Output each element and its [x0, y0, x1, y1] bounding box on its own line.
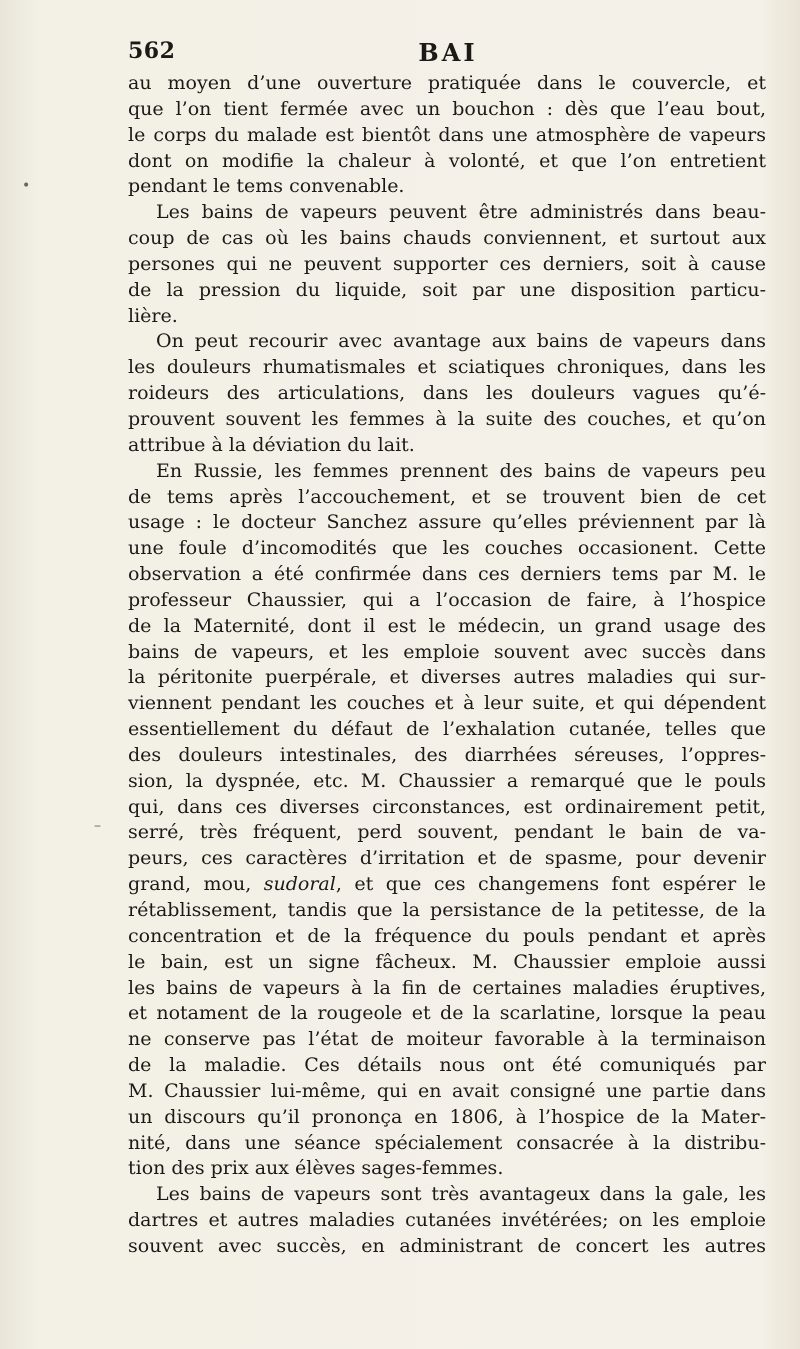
text-line: usage : le docteur Sanchez assure qu’elles préviennent par là — [128, 511, 766, 534]
text-line: serré, très fréquent, perd souvent, pendant le bain de va- — [128, 821, 766, 844]
text-line: persones qui ne peuvent supporter ces derniers, soit à cause — [128, 252, 766, 275]
text-line: attribue à la déviation du lait. — [128, 433, 415, 456]
margin-dot: • — [22, 178, 31, 194]
text-line: On peut recourir avec avantage aux bains de vapeurs dans — [156, 330, 766, 353]
text-line: et notament de la rougeole et de la scarlatine, lorsque la peau — [128, 1002, 766, 1025]
text-line: tion des prix aux élèves sages-femmes. — [128, 1157, 504, 1180]
text-line: professeur Chaussier, qui a l’occasion de faire, à l’hospice — [128, 588, 766, 611]
text-line: dont on modifie la chaleur à volonté, et que l’on entretient — [128, 149, 766, 172]
text-line: prouvent souvent les femmes à la suite des couches, et qu’on — [128, 407, 766, 430]
text-line: de la maladie. Ces détails nous ont été comuniqués par — [128, 1054, 766, 1077]
text-line: Les bains de vapeurs peuvent être administrés dans beau- — [156, 201, 766, 224]
page-number: 562 — [128, 38, 176, 64]
text-line: au moyen d’une ouverture pratiquée dans le couvercle, et — [128, 72, 766, 94]
text-line: des douleurs intestinales, des diarrhées séreuses, l’oppres- — [128, 743, 766, 766]
text-line: roideurs des articulations, dans les douleurs vagues qu’é- — [128, 382, 766, 405]
text-line: concentration et de la fréquence du pouls pendant et après — [128, 924, 766, 947]
text-line: bains de vapeurs, et les emploie souvent avec succès dans — [128, 640, 766, 663]
text-line: le bain, est un signe fâcheux. M. Chaussier emploie aussi — [128, 950, 766, 973]
text-line: un discours qu’il prononça en 1806, à l’hospice de la Mater- — [128, 1105, 766, 1128]
text-line: observation a été confirmée dans ces derniers tems par M. le — [128, 563, 766, 586]
text-line: les bains de vapeurs à la fin de certaines maladies éruptives, — [128, 976, 766, 999]
text-line: les douleurs rhumatismales et sciatiques chroniques, dans les — [128, 356, 766, 379]
text-line: En Russie, les femmes prennent des bains de vapeurs peu — [156, 459, 766, 482]
text-line: M. Chaussier lui-même, qui en avait consigné une partie dans — [128, 1079, 766, 1102]
text-line: souvent avec succès, en administrant de concert les autres — [128, 1234, 766, 1257]
text-line: lière. — [128, 304, 178, 327]
text-line: peurs, ces caractères d’irritation et de spasme, pour devenir — [128, 847, 766, 870]
text-line: de la Maternité, dont il est le médecin, un grand usage des — [128, 614, 766, 637]
page-header — [128, 38, 768, 72]
text-line: viennent pendant les couches et à leur suite, et qui dépendent — [128, 692, 766, 715]
text-line: nité, dans une séance spécialement consacrée à la distribu- — [128, 1131, 766, 1154]
text-line: pendant le tems convenable. — [128, 175, 405, 198]
text-line: rétablissement, tandis que la persistance de la petitesse, de la — [128, 899, 766, 921]
text-line: de la pression du liquide, soit par une disposition particu- — [128, 278, 766, 301]
text-line: une foule d’incomodités que les couches occasionent. Cette — [128, 537, 766, 560]
text-line: de tems après l’accouchement, et se trouvent bien de cet — [128, 485, 766, 508]
text-line: sion, la dyspnée, etc. M. Chaussier a remarqué que le pouls — [128, 769, 766, 792]
text-line: grand, mou, sudoral, et que ces changemens font espérer le — [128, 873, 767, 896]
text-line: qui, dans ces diverses circonstances, est ordinairement petit, — [128, 795, 766, 818]
body-text — [128, 71, 766, 1260]
text-line: le corps du malade est bientôt dans une atmosphère de vapeurs — [128, 123, 766, 146]
text-line: que l’on tient fermée avec un bouchon : dès que l’eau bout, — [128, 97, 766, 120]
text-line: essentiellement du défaut de l’exhalation cutanée, telles que — [128, 718, 766, 741]
text-line: coup de cas où les bains chauds conviennent, et surtout aux — [128, 227, 766, 250]
text-line: dartres et autres maladies cutanées invétérées; on les emploie — [128, 1209, 766, 1232]
text-line: Les bains de vapeurs sont très avantageux dans la gale, les — [156, 1183, 766, 1206]
text-line: ne conserve pas l’état de moiteur favorable à la terminaison — [128, 1028, 766, 1051]
running-head: BAI — [418, 38, 478, 67]
text-line: la péritonite puerpérale, et diverses autres maladies qui sur- — [128, 666, 766, 689]
margin-dash: – — [94, 818, 101, 834]
